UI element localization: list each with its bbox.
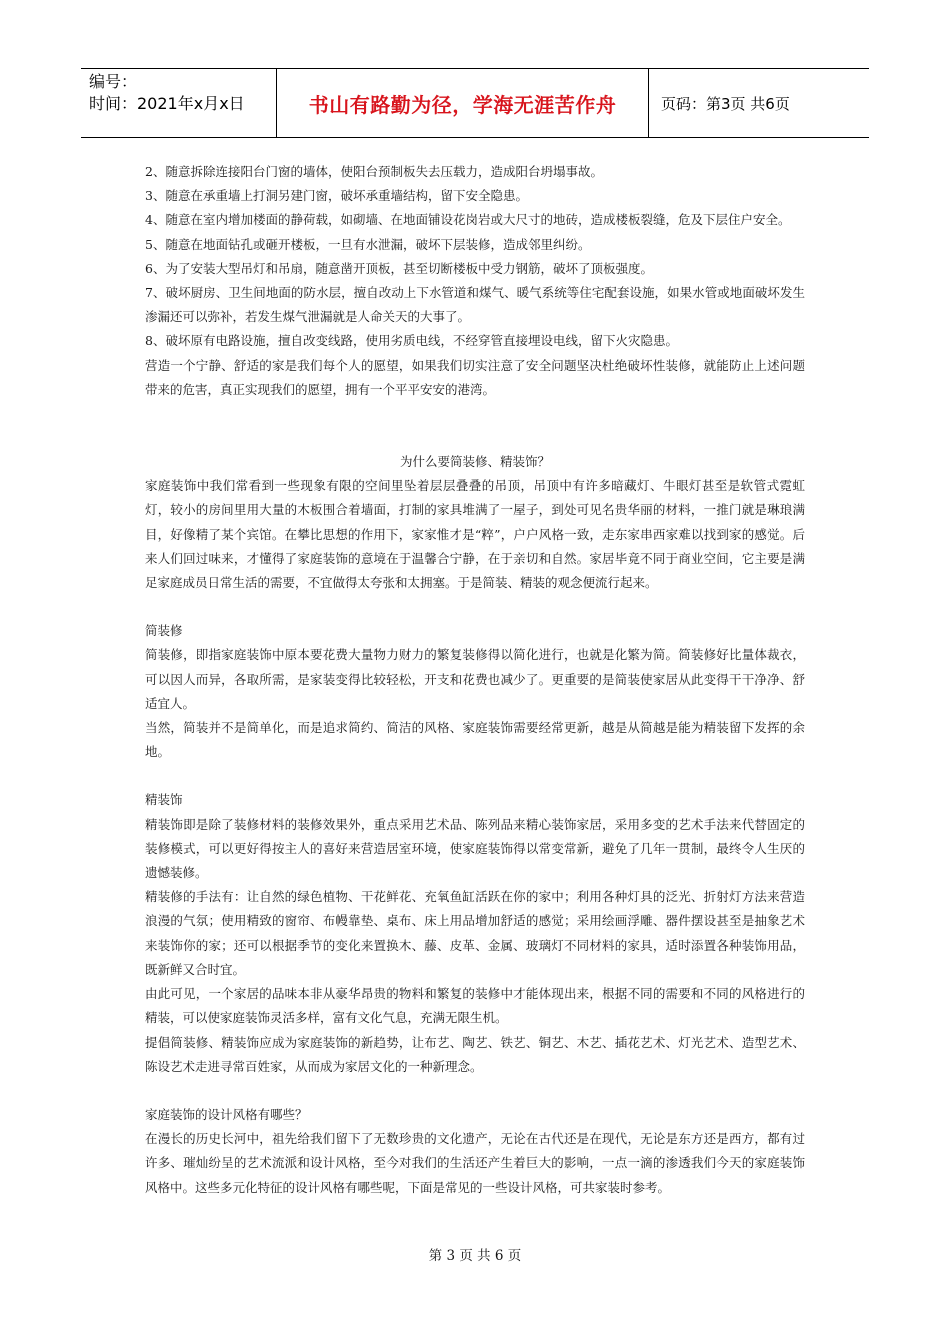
closing-paragraph: 营造一个宁静、舒适的家是我们每个人的愿望，如果我们切实注意了安全问题坚决杜绝破坏性装修，就能防止上述问题带来的危害，真正实现我们的愿望，拥有一个平平安安的港湾。 <box>145 357 805 397</box>
header-motto: 书山有路勤为径，学海无涯苦作舟 <box>277 69 649 137</box>
document-body <box>145 160 805 1200</box>
section-title-style: 家庭装饰的设计风格有哪些？ <box>145 1106 308 1122</box>
section-title-fine: 精装饰 <box>145 792 183 808</box>
list-item: 7、破坏厨房、卫生间地面的防水层，擅自改动上下水管道和煤气、暖气系统等住宅配套设施，如果水管或地面破坏发生渗漏还可以弥补，若发生煤气泄漏就是人命关天的大事了。 <box>145 285 805 325</box>
list-item: 4、随意在室内增加楼面的静荷载，如砌墙、在地面铺设花岗岩或大尺寸的地砖，造成楼板裂缝，危及下层住户安全。 <box>145 212 791 228</box>
header-page-number: 页码：第3页 共6页 <box>661 94 790 113</box>
page-header <box>81 68 869 138</box>
list-item: 5、随意在地面钻孔或砸开楼板，一旦有水泄漏，破坏下层装修，造成邻里纠纷。 <box>145 236 591 252</box>
date-label: 时间：2021年x月x日 <box>89 94 245 113</box>
header-meta <box>81 69 277 137</box>
list-item: 3、随意在承重墙上打洞另建门窗，破坏承重墙结构，留下安全隐患。 <box>145 188 528 204</box>
list-item: 8、破坏原有电路设施，擅自改变线路，使用劣质电线，不经穿管直接埋设电线，留下火灾隐患。 <box>145 333 678 349</box>
section-title-why: 为什么要简装修、精装饰？ <box>399 454 550 470</box>
section-fine-paragraph: 提倡简装修、精装饰应成为家庭装饰的新趋势，让布艺、陶艺、铁艺、铜艺、木艺、插花艺术、灯光艺术、造型艺术、陈设艺术走进寻常百姓家，从而成为家居文化的一种新理念。 <box>145 1034 805 1074</box>
section-title-simple: 简装修 <box>145 623 183 639</box>
section-simple-paragraph: 当然，简装并不是简单化，而是追求简约、简洁的风格、家庭装饰需要经常更新，越是从简越是能为精装留下发挥的余地。 <box>145 720 805 760</box>
section-fine-paragraph: 精装修的手法有：让自然的绿色植物、干花鲜花、充氧鱼缸活跃在你的家中；利用各种灯具的泛光、折射灯方法来营造浪漫的气氛；使用精致的窗帘、布幔靠垫、桌布、床上用品增加舒适的感觉；采用绘画浮雕、器件摆设甚至是抽象艺术来装饰你的家；还可以根据季节的变化来置换木、藤、皮革、金属、玻璃灯不同材料的家具，适时添置各种装饰用品，既新鲜又合时宜。 <box>145 889 805 977</box>
serial-number-label: 编号： <box>89 72 138 91</box>
section-simple-paragraph: 简装修，即指家庭装饰中原本要花费大量物力财力的繁复装修得以简化进行，也就是化繁为简。简装修好比量体裁衣，可以因人而异，各取所需，是家装变得比较轻松，开支和花费也减少了。更重要的是简装使家居从此变得干干净净、舒适宜人。 <box>145 647 805 711</box>
section-why-body: 家庭装饰中我们常看到一些现象有限的空间里坠着层层叠叠的吊顶，吊顶中有许多暗藏灯、牛眼灯甚至是软管式霓虹灯，较小的房间里用大量的木板围合着墙面，打制的家具堆满了一屋子，到处可见名贵华丽的材料，一推门就是琳琅满目，好像精了某个宾馆。在攀比思想的作用下，家家惟才是“粹”，户户风格一致，走东家串西家难以找到家的感觉。后来人们回过味来，才懂得了家庭装饰的意境在于温馨合宁静，在于亲切和自然。家居毕竟不同于商业空间，它主要是满足家庭成员日常生活的需要，不宜做得太夸张和太拥塞。于是简装、精装的观念便流行起来。 <box>145 478 805 591</box>
list-item: 6、为了安装大型吊灯和吊扇，随意凿开顶板，甚至切断楼板中受力钢筋，破坏了顶板强度。 <box>145 260 653 276</box>
section-fine-paragraph: 由此可见，一个家居的品味本非从豪华昂贵的物料和繁复的装修中才能体现出来，根据不同的需要和不同的风格进行的精装，可以使家庭装饰灵活多样，富有文化气息，充满无限生机。 <box>145 986 805 1026</box>
list-item: 2、随意拆除连接阳台门窗的墙体，使阳台预制板失去压载力，造成阳台坍塌事故。 <box>145 164 603 179</box>
page-footer: 第 3 页 共 6 页 <box>428 1248 522 1264</box>
section-fine-paragraph: 精装饰即是除了装修材料的装修效果外，重点采用艺术品、陈列品来精心装饰家居，采用多变的艺术手法来代替固定的装修模式，可以更好得按主人的喜好来营造居室环境，使家庭装饰得以常变常新，避免了几年一贯制，最终令人生厌的遗憾装修。 <box>145 816 805 881</box>
section-style-body: 在漫长的历史长河中，祖先给我们留下了无数珍贵的文化遗产，无论在古代还是在现代，无论是东方还是西方，都有过许多、璀灿纷呈的艺术流派和设计风格，至今对我们的生活还产生着巨大的影响，一点一滴的渗透我们今天的家庭装饰风格中。这些多元化特征的设计风格有哪些呢，下面是常见的一些设计风格，可共家装时参考。 <box>145 1131 805 1195</box>
